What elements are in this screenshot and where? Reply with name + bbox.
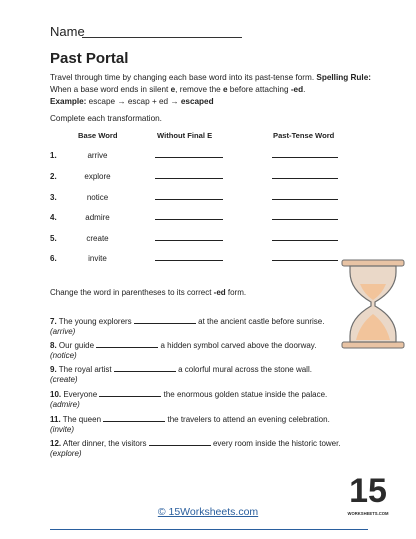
base-word-hint: (arrive)	[50, 327, 76, 336]
table-row	[0, 193, 416, 205]
example-line: Example: escape → escap + ed → escaped	[50, 97, 214, 106]
footer-link[interactable]: © 15Worksheets.com	[157, 506, 259, 518]
base-word: explore	[84, 172, 111, 181]
without-e-blank[interactable]	[155, 157, 223, 158]
answer-blank[interactable]	[96, 340, 158, 348]
base-word: admire	[85, 213, 110, 222]
answer-blank[interactable]	[99, 389, 161, 397]
sentence-item: 11. The queen the travelers to attend an evening celebration. (invite)	[50, 414, 350, 435]
table-row	[0, 172, 416, 184]
row-number: 4.	[50, 213, 57, 222]
answer-blank[interactable]	[103, 414, 165, 422]
without-e-blank[interactable]	[155, 240, 223, 241]
sentence-item: 9. The royal artist a colorful mural across the stone wall. (create)	[50, 364, 350, 385]
row-number: 1.	[50, 151, 57, 160]
sentence-item: 10. Everyone the enormous golden statue inside the palace. (admire)	[50, 389, 350, 410]
footer-divider	[50, 529, 368, 530]
sentence-item: 8. Our guide a hidden symbol carved above the doorway. (notice)	[50, 340, 350, 361]
without-e-blank[interactable]	[155, 219, 223, 220]
base-word-hint: (admire)	[50, 400, 80, 409]
answer-blank[interactable]	[134, 316, 196, 324]
row-number: 2.	[50, 172, 57, 181]
without-e-blank[interactable]	[155, 199, 223, 200]
row-number: 5.	[50, 234, 57, 243]
name-label: Name	[50, 24, 85, 39]
page-title: Past Portal	[50, 50, 129, 67]
intro-text: Travel through time by changing each base word into its past-tense form. Spelling Rule: When a base word ends in silent e, remove the e before attaching -ed.	[50, 73, 371, 94]
past-tense-blank[interactable]	[272, 219, 338, 220]
past-tense-blank[interactable]	[272, 157, 338, 158]
header-past-tense-word: Past-Tense Word	[273, 131, 335, 140]
15worksheets-logo	[347, 468, 389, 520]
header-base-word: Base Word	[78, 131, 118, 140]
table-row	[0, 234, 416, 246]
base-word: arrive	[87, 151, 108, 160]
base-word: notice	[86, 193, 109, 202]
part1-instruction: Complete each transformation.	[50, 114, 162, 123]
row-number: 6.	[50, 254, 57, 263]
logo-number: 15	[349, 472, 387, 510]
part2-instruction: Change the word in parentheses to its correct -ed form.	[50, 288, 247, 297]
row-number: 3.	[50, 193, 57, 202]
answer-blank[interactable]	[149, 438, 211, 446]
past-tense-blank[interactable]	[272, 178, 338, 179]
without-e-blank[interactable]	[155, 260, 223, 261]
hourglass-icon	[338, 258, 408, 350]
logo-text: WORKSHEETS.COM	[347, 511, 389, 516]
table-row	[0, 213, 416, 225]
base-word-hint: (notice)	[50, 351, 77, 360]
base-word-hint: (create)	[50, 375, 78, 384]
base-word-hint: (invite)	[50, 425, 75, 434]
base-word: invite	[88, 254, 107, 263]
without-e-blank[interactable]	[155, 178, 223, 179]
past-tense-blank[interactable]	[272, 260, 338, 261]
base-word-hint: (explore)	[50, 449, 82, 458]
table-row	[0, 151, 416, 163]
base-word: create	[86, 234, 109, 243]
past-tense-blank[interactable]	[272, 199, 338, 200]
header-without-final-e: Without Final E	[157, 131, 213, 140]
sentence-item: 7. The young explorers at the ancient castle before sunrise. (arrive)	[50, 316, 350, 337]
name-field[interactable]	[82, 37, 242, 38]
sentence-item: 12. After dinner, the visitors every room inside the historic tower. (explore)	[50, 438, 350, 459]
answer-blank[interactable]	[114, 364, 176, 372]
past-tense-blank[interactable]	[272, 240, 338, 241]
